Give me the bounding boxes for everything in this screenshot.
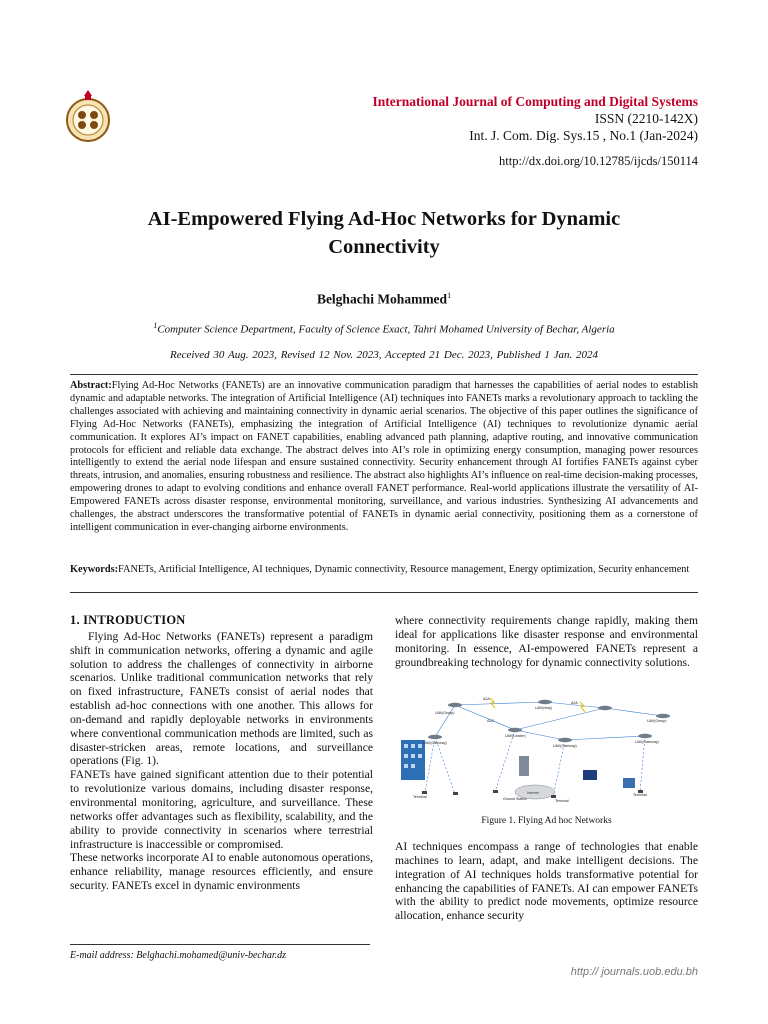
journal-logo <box>64 90 112 146</box>
author-sup: 1 <box>447 291 452 300</box>
title-line-2: Connectivity <box>328 236 440 258</box>
journal-name[interactable]: International Journal of Computing and Digital Systems <box>372 94 698 109</box>
label-terminal-2: Terminal <box>555 799 569 803</box>
column-left <box>70 614 373 893</box>
label-ground-station: Ground Station <box>503 797 528 801</box>
doi-link[interactable]: http://dx.doi.org/10.12785/ijcds/150114 <box>499 154 698 168</box>
vehicle-icon <box>583 770 597 780</box>
abstract-text: Flying Ad-Hoc Networks (FANETs) are an innovative communication paradigm that harnesses the capabilities of aerial nodes to establish dynamic and adaptable networks. The integration of Artificial Intelligence (AI) techniques into FANETs marks a revolutionary approach to tackling the challenges associated with achieving and maintaining connectivity in dynamic aerial scenarios. The objective of this paper outlines the significance of Flying Ad-Hoc Networks (FANETs), emphasizing the integration of Artificial Intelligence (AI) techniques to revolutionize dynamic aerial communication. It explores AI’s impact on FANET capabilities, enabling advanced path planning, adaptive routing, and innovative communication protocols for efficient and reliable data exchange. The abstract delves into AI’s role in optimizing energy consumption, managing power resources intelligently to extend the aerial node lifespan and ensure sustained connectivity. Security enhancement through AI fortifies FANETs against cyber threats, intrusion, and anomalies, ensuring robustness and resilience. The abstract also highlights AI’s influence on real-time decision-making processes, empowering drones to adapt to evolving conditions and enhance overall FANET performance. Real-world applications illustrate the versatility of AI-Empowered FANETs across disaster response, environmental monitoring, surveillance, and various industries. Synthesizing AI advancements and challenges, the abstract underscores the transformative potential of FANETs in dynamic aerial connectivity, positioning them as a cornerstone of intelligent communication in ever-changing airborne environments. <box>70 380 698 533</box>
column-right-continued <box>395 840 698 923</box>
paragraph: Flying Ad-Hoc Networks (FANETs) represent a paradigm shift in communication networks, offering a dynamic and agile solution to address the challenges of connectivity in airborne scenarios. Unlike traditional communication networks that rely on fixed infrastructure, FANETs consist of aerial nodes that establish ad-hoc connections with one another. This allows for on-demand and rapidly deployable networks in environments where conventional communication methods are limited, such as disaster-stricken areas, remote locations, and surveillance operations (Fig. 1). <box>70 629 373 768</box>
building-icon <box>401 740 425 780</box>
label-uav-group-right: UAV(Group) <box>647 719 667 723</box>
keywords-text: FANETs, Artificial Intelligence, AI techniques, Dynamic connectivity, Resource management, Energy optimization, Security enhancement <box>118 564 690 575</box>
column-right <box>395 614 698 669</box>
abstract-bottom-rule <box>70 592 698 593</box>
paragraph: where connectivity requirements change rapidly, making them ideal for applications like disaster response and environmental monitoring. In essence, AI-empowered FANETs represent a groundbreaking technology for dynamic connectivity solutions. <box>395 614 698 669</box>
label-uav-gateway: UAV(Gateway) <box>423 741 447 745</box>
journal-header <box>372 93 698 144</box>
label-a2a: A2A <box>483 697 490 701</box>
author-email[interactable]: E-mail address: Belghachi.mohamed@univ-bechar.dz <box>70 950 287 961</box>
abstract <box>70 380 698 535</box>
ground-station-icon <box>519 756 529 776</box>
citation: Int. J. Com. Dig. Sys.15 , No.1 (Jan-2024) <box>469 128 698 143</box>
footnote-rule <box>70 944 370 945</box>
abstract-top-rule <box>70 374 698 375</box>
fanet-diagram <box>395 692 698 804</box>
publication-dates: Received 30 Aug. 2023, Revised 12 Nov. 2023, Accepted 21 Dec. 2023, Published 1 Jan. 2024 <box>169 349 598 361</box>
issn: ISSN (2210-142X) <box>594 111 698 126</box>
label-uav-leader: UAV(Leader) <box>505 734 526 738</box>
label-terminal: Terminal <box>413 795 427 799</box>
label-a2g: A2G <box>487 719 495 723</box>
label-uav-gateway-3: UAV(Gateway) <box>635 740 659 744</box>
paper-title <box>60 205 708 261</box>
paragraph: AI techniques encompass a range of technologies that enable machines to learn, adapt, and make intelligent decisions. The integration of AI techniques holds transformative potential for enhancing the capabilities of FANETs. AI can empower FANETs with the ability to predict node movements, optimize resource allocation, enhance security <box>395 840 698 923</box>
figure-caption: Figure 1. Flying Ad hoc Networks <box>481 816 612 826</box>
affiliation-text: Computer Science Department, Faculty of Science Exact, Tahri Mohamed University of Bechar, Algeria <box>157 323 615 336</box>
paragraph: FANETs have gained significant attention due to their potential to revolutionize various domains, including disaster response, environmental monitoring, agriculture, and surveillance. These networks offer advantages such as flexibility, scalability, and the ability to provide connectivity in scenarios where terrestrial infrastructure is inaccessible or compromised. <box>70 768 373 851</box>
section-heading: 1. INTRODUCTION <box>70 613 186 627</box>
journal-url[interactable]: http:// journals.uob.edu.bh <box>570 966 698 978</box>
label-terminal-3: Terminal <box>633 793 647 797</box>
paragraph: These networks incorporate AI to enable autonomous operations, enhance reliability, manage resources efficiently, and ensure security. FANETs excel in dynamic environments <box>70 851 373 893</box>
affiliation <box>60 321 708 336</box>
svg-text:Internet: Internet <box>527 791 539 795</box>
label-uav-relay: UAV(relay) <box>535 706 553 710</box>
house-icon <box>623 778 635 788</box>
label-uav-group: UAV(Group) <box>435 711 455 715</box>
keywords <box>70 564 698 577</box>
author-name: Belghachi Mohammed <box>316 291 448 307</box>
keywords-label: Keywords: <box>70 564 119 575</box>
abstract-label: Abstract: <box>70 380 112 391</box>
title-line-1: AI-Empowered Flying Ad-Hoc Networks for Dynamic <box>147 208 621 230</box>
author <box>60 291 708 308</box>
label-uav-gateway-2: UAV(Gateway) <box>553 744 577 748</box>
label-a2a-2: A2A <box>571 701 578 705</box>
affil-sup: 1 <box>153 321 158 330</box>
